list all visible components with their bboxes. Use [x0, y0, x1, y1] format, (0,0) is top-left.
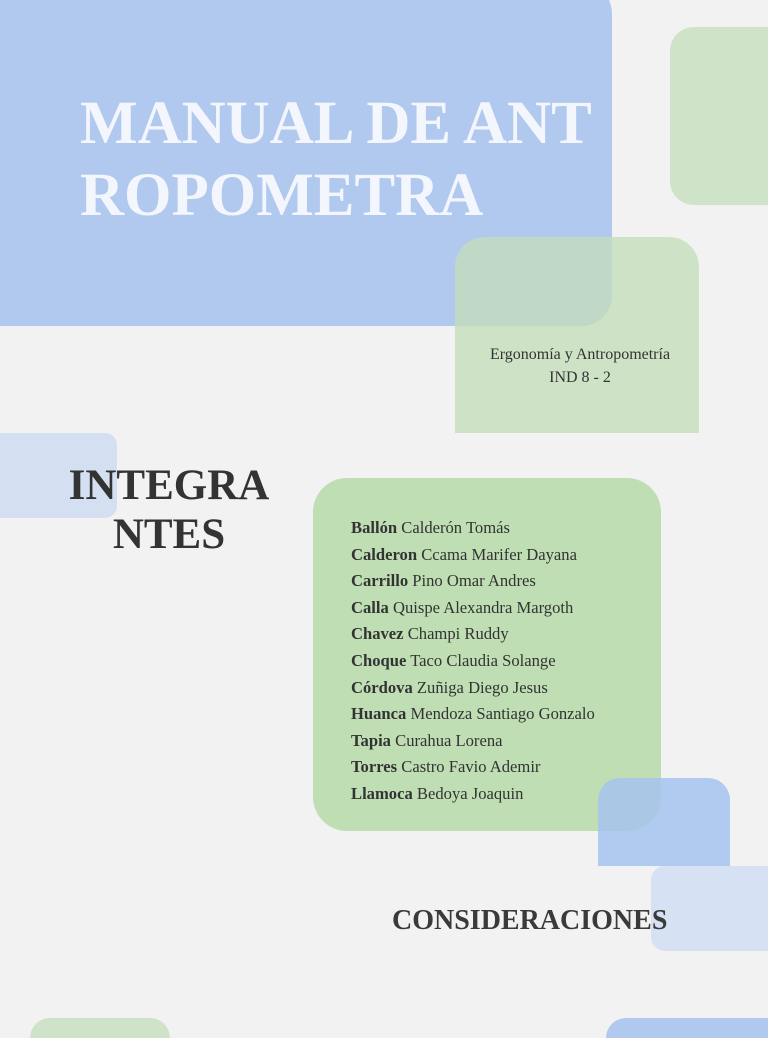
- member-surname: Chavez: [351, 624, 404, 644]
- member-given-names: Bedoya Joaquin: [416, 783, 524, 803]
- member-surname: Llamoca: [351, 783, 413, 803]
- document-title: MANUAL DE ANTROPOMETRA: [80, 90, 592, 229]
- member-given-names: Curahua Lorena: [395, 730, 503, 750]
- member-item: [351, 675, 595, 702]
- group-code: IND 8 - 2: [549, 369, 611, 387]
- blue-decor-block-bottom-right: [606, 1018, 768, 1038]
- member-surname: Carrillo: [351, 571, 409, 591]
- course-info: [455, 343, 705, 389]
- member-surname: Calderon: [351, 544, 418, 564]
- member-item: [351, 515, 595, 542]
- course-name: Ergonomía y Antropometría: [489, 346, 671, 363]
- light-blue-decor-block-bottom: [651, 866, 768, 951]
- member-list: [351, 515, 595, 808]
- member-given-names: Zuñiga Diego Jesus: [416, 677, 548, 697]
- member-given-names: Champi Ruddy: [407, 624, 509, 644]
- member-given-names: Pino Omar Andres: [412, 571, 536, 591]
- member-item: [351, 754, 595, 781]
- member-given-names: Quispe Alexandra Margoth: [392, 597, 574, 617]
- member-item: [351, 781, 595, 808]
- member-surname: Huanca: [351, 704, 407, 724]
- blue-decor-block-small: [598, 778, 730, 866]
- green-decor-block-middle: [455, 237, 699, 433]
- member-item: [351, 701, 595, 728]
- considerations-heading: CONSIDERACIONES: [392, 905, 668, 936]
- member-item: [351, 568, 595, 595]
- member-item: [351, 542, 595, 569]
- member-surname: Ballón: [351, 518, 398, 537]
- member-given-names: Taco Claudia Solange: [410, 650, 556, 670]
- member-given-names: Mendoza Santiago Gonzalo: [410, 704, 595, 724]
- member-surname: Calla: [351, 597, 389, 617]
- green-decor-block-top-right: [670, 27, 768, 205]
- member-item: [351, 728, 595, 755]
- green-decor-block-bottom-left: [30, 1018, 170, 1038]
- member-item: [351, 595, 595, 622]
- member-surname: Torres: [351, 757, 398, 777]
- member-surname: Tapia: [351, 730, 391, 750]
- member-given-names: Calderón Tomás: [401, 518, 510, 537]
- member-given-names: Castro Favio Ademir: [401, 757, 541, 777]
- member-surname: Córdova: [351, 677, 413, 697]
- member-surname: Choque: [351, 650, 407, 670]
- member-given-names: Ccama Marifer Dayana: [421, 544, 577, 564]
- member-item: [351, 621, 595, 648]
- member-item: [351, 648, 595, 675]
- members-heading: INTEGRANTES: [68, 462, 270, 558]
